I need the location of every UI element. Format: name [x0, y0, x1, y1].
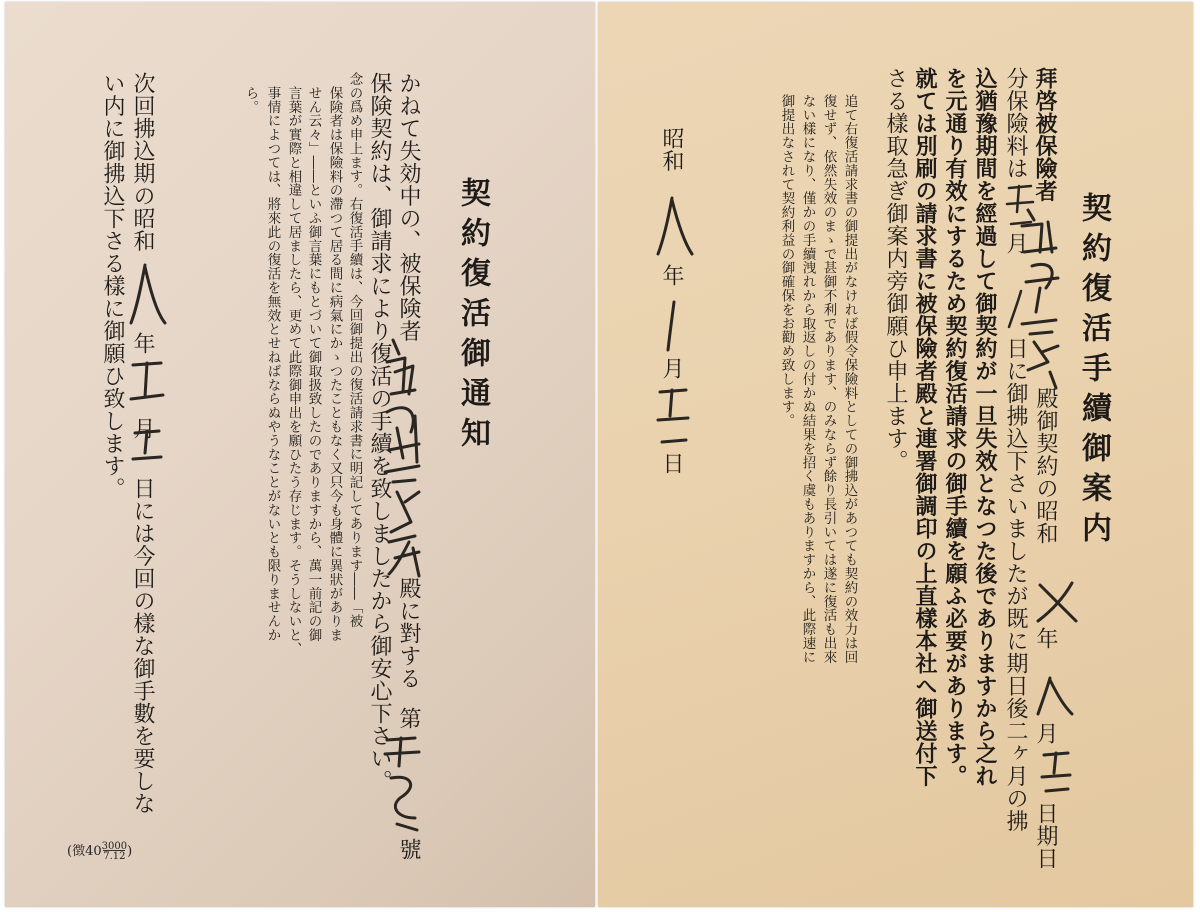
right-inline-dono: 殿御契約の昭和	[1033, 387, 1058, 545]
form-code-suffix: )	[127, 844, 133, 859]
right-inline-kijitsu: 日期日	[1033, 802, 1058, 870]
right-note-line-2: 復せず、依然失效のまゝで甚御不利であります、のみならず餘り長引いては遂に復活も出來	[820, 94, 837, 664]
left-postcard	[5, 2, 595, 907]
right-card-title: 契約復活手續御案内	[1076, 192, 1111, 552]
left-body-line-7: 事情によつては、將來此の復活を無效とせねばならぬやうなことがないとも限りませんか	[264, 86, 281, 642]
right-body-line-1: 拜啓被保險者	[1032, 67, 1058, 202]
left-inline-go: 號	[396, 838, 421, 861]
left-closing-line-2: い内に御拂込下さる樣に御願ひ致します。	[100, 72, 125, 500]
right-note-line-3: ない樣になり、僅かの手續洩れから取返しの付かぬ結果を招く虞もありますから、此際速に	[799, 94, 816, 664]
right-date-era: 昭和	[659, 127, 684, 172]
form-code-prefix: (徴40	[67, 844, 102, 859]
form-code-numerator: 3000	[101, 840, 128, 852]
handwritten-month-right	[1034, 672, 1074, 718]
left-body-line-8: ら。	[242, 86, 259, 114]
handwritten-date-right	[654, 192, 694, 452]
right-date-nen: 年	[659, 264, 684, 287]
left-body-line-1: かねて失効中の、被保険者	[396, 72, 421, 342]
left-inline-nichi: 日には今回の樣な御手數を要しな	[130, 477, 155, 815]
handwritten-year-right	[1032, 577, 1082, 627]
right-inline-nen: 年	[1033, 627, 1058, 650]
left-inline-dai: 第	[396, 707, 421, 730]
right-body-line-6: さる樣取急ぎ御案内旁御願ひ申上ます。	[883, 67, 908, 472]
right-body-line-4: を元通り有效にするため契約復活請求の御手續を願ふ必要があります。	[942, 67, 968, 787]
form-code	[67, 840, 132, 862]
right-inline-gatsu: 月	[1033, 722, 1058, 745]
left-card-title: 契約復活御通知	[455, 177, 490, 457]
right-body-line-5: 就ては別刷の請求書に被保險者殿と連署御調印の上直樣本社へ御送付下	[912, 67, 938, 787]
handwritten-day-right	[1038, 747, 1074, 797]
right-postcard	[598, 2, 1193, 907]
form-code-denominator: 7.12	[103, 850, 126, 862]
right-note-line-4: 御提出なされて契約利益の御確保をお勸め致します。	[778, 94, 795, 428]
right-body-line-2: 分保險料は	[1003, 67, 1028, 180]
handwritten-prior-day	[1003, 287, 1033, 331]
right-date-gatsu: 月	[659, 357, 684, 380]
left-body-line-5: せん云々」――といふ御言葉にもとづいて御取扱致したのでありますから、萬一前記の御	[305, 86, 322, 642]
right-note-line-1: 追て右復活請求書の御提出がなければ假令保險料としての御拂込があつても契約の效力は回	[841, 94, 858, 664]
left-body-line-2: 保険契約は、御請求により復活の手續を致しましたから御安心下さい。	[367, 72, 392, 792]
left-body-line-3: 念の爲め申上ます。右復活手續は、今回御提出の復活請求書に明記してあります――「被	[346, 72, 363, 628]
left-inline-gatsu: 月	[130, 417, 155, 440]
left-body-line-6: 言葉が實際と相違して居ましたら、更めて此際御申出を願ひたう存じます。そうしないと、	[285, 86, 302, 656]
left-body-line-4: 保険者は保險料の滯つて居る間に病氣にかゝつたこともなく又只今も身體に異狀がありま	[326, 86, 343, 642]
right-body-line-3: 込猶豫期間を經過して御契約が一旦失效となつた後でありますから之れ	[972, 67, 998, 787]
right-date-nichi: 日	[659, 452, 684, 475]
right-inline-nichi-ni: 日に御拂込下さいましたが既に期日後二ヶ月の拂	[1003, 337, 1028, 832]
left-inline-nen: 年	[130, 332, 155, 355]
left-inline-dono-ni: 殿に對する	[396, 577, 421, 690]
left-closing-line-1: 次回拂込期の昭和	[130, 72, 155, 252]
right-inline-tsuki: 月	[1003, 232, 1028, 255]
